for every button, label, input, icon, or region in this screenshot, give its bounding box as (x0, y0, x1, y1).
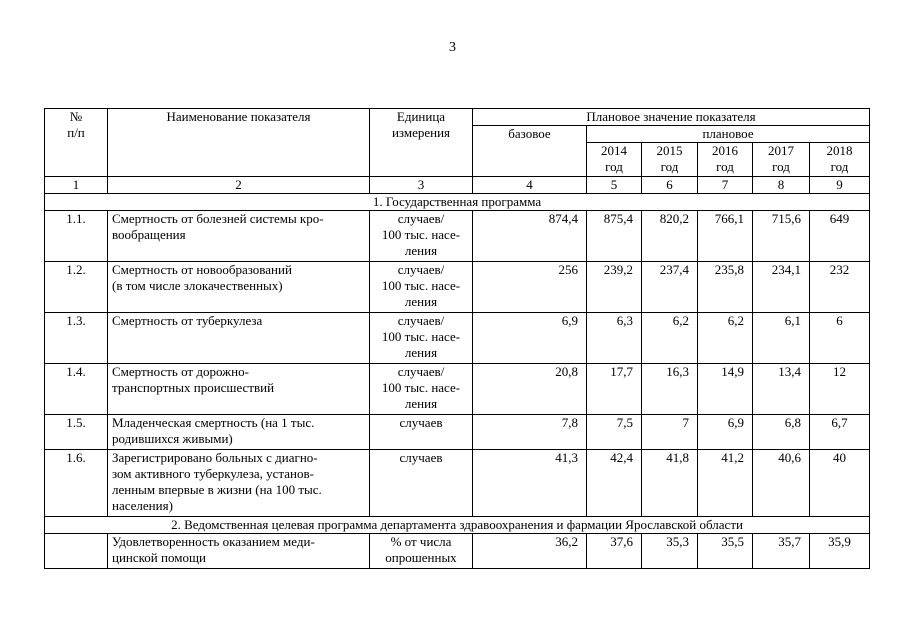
header-year: 2017 год (753, 143, 810, 177)
page-number: 3 (449, 40, 456, 55)
value-2018: 232 (810, 262, 870, 313)
column-number: 8 (753, 177, 810, 194)
indicator-unit: случаев/ 100 тыс. насе- ления (370, 211, 473, 262)
header-year: 2014 год (587, 143, 642, 177)
row-number: 1.4. (45, 364, 108, 415)
value-2016: 35,5 (698, 534, 753, 569)
value-2015: 41,8 (642, 450, 698, 517)
value-2014: 7,5 (587, 415, 642, 450)
row-number: 1.6. (45, 450, 108, 517)
indicator-name: Смертность от туберкулеза (108, 313, 370, 364)
value-base: 256 (473, 262, 587, 313)
column-number: 5 (587, 177, 642, 194)
table-row (45, 450, 870, 517)
header-planned: плановое (587, 126, 870, 143)
table-row (45, 262, 870, 313)
indicator-unit: случаев (370, 415, 473, 450)
value-2017: 13,4 (753, 364, 810, 415)
value-2017: 35,7 (753, 534, 810, 569)
value-base: 6,9 (473, 313, 587, 364)
indicator-unit: случаев/ 100 тыс. насе- ления (370, 262, 473, 313)
column-number: 3 (370, 177, 473, 194)
value-2017: 715,6 (753, 211, 810, 262)
column-number: 1 (45, 177, 108, 194)
column-number: 2 (108, 177, 370, 194)
column-number: 6 (642, 177, 698, 194)
indicator-name: Смертность от новообразований (в том числе злокачественных) (108, 262, 370, 313)
header-year: 2016 год (698, 143, 753, 177)
value-2014: 37,6 (587, 534, 642, 569)
value-2017: 6,1 (753, 313, 810, 364)
indicator-table (44, 108, 870, 569)
table-row (45, 534, 870, 569)
column-number: 7 (698, 177, 753, 194)
column-numbers-row (45, 177, 870, 194)
value-2014: 239,2 (587, 262, 642, 313)
value-2015: 6,2 (642, 313, 698, 364)
indicator-name: Зарегистрировано больных с диагно- зом активного туберкулеза, установ- ленным впервые в жизни (на 100 тыс. населения) (108, 450, 370, 517)
value-2015: 16,3 (642, 364, 698, 415)
value-2015: 35,3 (642, 534, 698, 569)
value-2015: 7 (642, 415, 698, 450)
value-2014: 875,4 (587, 211, 642, 262)
indicator-unit: случаев/ 100 тыс. насе- ления (370, 313, 473, 364)
indicator-name: Смертность от болезней системы кро- вообращения (108, 211, 370, 262)
value-2016: 6,9 (698, 415, 753, 450)
row-number: 1.1. (45, 211, 108, 262)
value-2017: 234,1 (753, 262, 810, 313)
row-number: 1.3. (45, 313, 108, 364)
indicator-unit: случаев/ 100 тыс. насе- ления (370, 364, 473, 415)
value-base: 874,4 (473, 211, 587, 262)
table-row (45, 415, 870, 450)
row-number: 1.2. (45, 262, 108, 313)
value-2015: 820,2 (642, 211, 698, 262)
indicator-name: Смертность от дорожно- транспортных происшествий (108, 364, 370, 415)
value-2015: 237,4 (642, 262, 698, 313)
table-row (45, 313, 870, 364)
column-number: 9 (810, 177, 870, 194)
value-2017: 6,8 (753, 415, 810, 450)
value-2018: 649 (810, 211, 870, 262)
value-2018: 6,7 (810, 415, 870, 450)
value-2014: 6,3 (587, 313, 642, 364)
section-title: 1. Государственная программа (45, 194, 870, 211)
value-2016: 766,1 (698, 211, 753, 262)
indicator-name: Удовлетворенность оказанием меди- цинской помощи (108, 534, 370, 569)
header-plan-group: Плановое значение показателя (473, 109, 870, 126)
value-2016: 41,2 (698, 450, 753, 517)
header-unit: Единица измерения (370, 109, 473, 177)
indicator-name: Младенческая смертность (на 1 тыс. родившихся живыми) (108, 415, 370, 450)
value-base: 36,2 (473, 534, 587, 569)
indicator-unit: % от числа опрошенных (370, 534, 473, 569)
header-no: № п/п (45, 109, 108, 177)
value-2018: 35,9 (810, 534, 870, 569)
value-base: 20,8 (473, 364, 587, 415)
table-row (45, 364, 870, 415)
value-2016: 14,9 (698, 364, 753, 415)
column-number: 4 (473, 177, 587, 194)
value-2017: 40,6 (753, 450, 810, 517)
value-2014: 17,7 (587, 364, 642, 415)
value-2018: 40 (810, 450, 870, 517)
indicator-unit: случаев (370, 450, 473, 517)
header-name: Наименование показателя (108, 109, 370, 177)
value-2016: 6,2 (698, 313, 753, 364)
value-base: 41,3 (473, 450, 587, 517)
row-number: 1.5. (45, 415, 108, 450)
value-2018: 6 (810, 313, 870, 364)
value-2016: 235,8 (698, 262, 753, 313)
value-base: 7,8 (473, 415, 587, 450)
header-year: 2018 год (810, 143, 870, 177)
value-2018: 12 (810, 364, 870, 415)
section-title: 2. Ведомственная целевая программа департамента здравоохранения и фармации Ярославской области (45, 517, 870, 534)
table-row (45, 211, 870, 262)
header-base: базовое (473, 126, 587, 177)
header-year: 2015 год (642, 143, 698, 177)
row-number (45, 534, 108, 569)
value-2014: 42,4 (587, 450, 642, 517)
